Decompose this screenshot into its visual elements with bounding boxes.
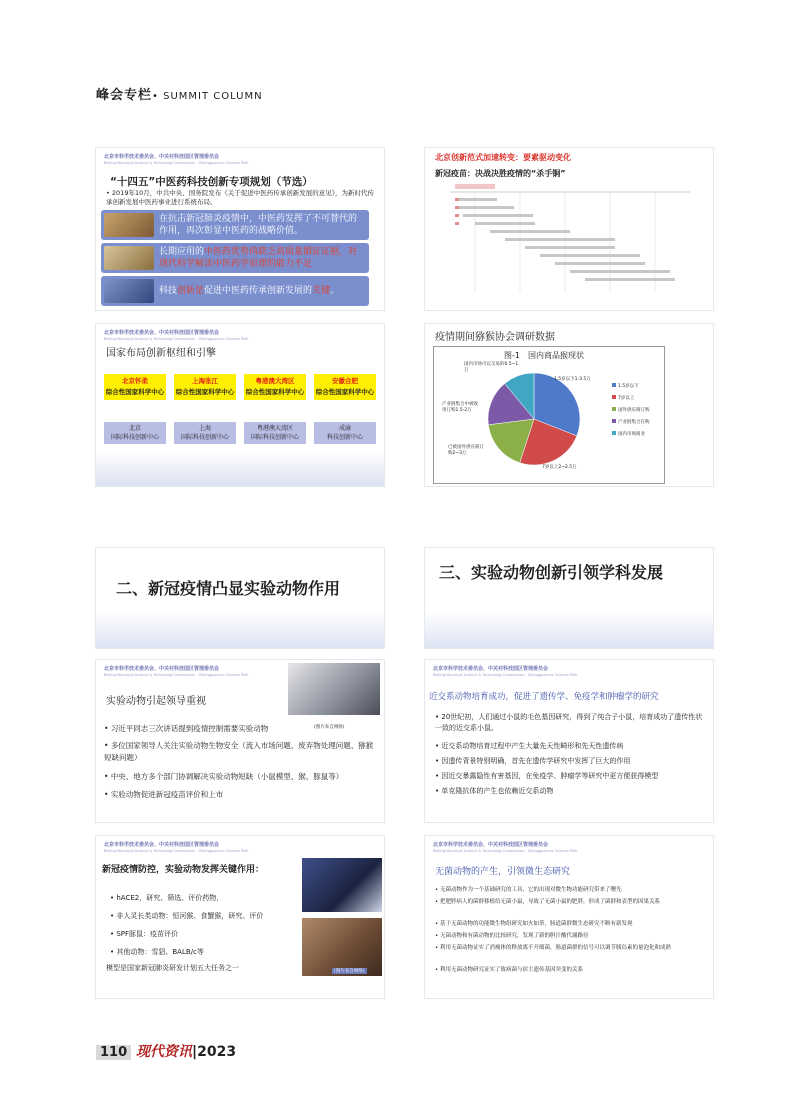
page-footer: 110 现代资讯|2023 — [96, 1041, 236, 1061]
tech-center-box: 粤港澳大湾区 国际科技创新中心 — [244, 422, 306, 444]
pie-label: 7岁以上2~2.5万 — [542, 465, 577, 470]
slide-macaque-survey — [425, 324, 713, 486]
slide-title: 实验动物引起领导重视 — [106, 696, 206, 707]
bullet-item: • 因遗传背景特别明确，首先在遗传学研究中发挥了巨大的作用 — [435, 757, 631, 765]
bullet-item: • 实验动物促进新冠疫苗评价和上市 — [104, 790, 224, 799]
bullet-item: • hACE2，研究、筛选、评价药物， — [110, 894, 224, 902]
slide-title: 新冠疫情防控，实验动物发挥关键作用： — [102, 865, 265, 875]
slide-org: 北京市科学技术委员会、中关村科技园区管理委员会 Beijing Municipal Science & Technology Commission · Zhongguancun Science Park — [104, 666, 249, 677]
pie-label: 国内市场可以交易的0.5~1万 — [464, 362, 519, 373]
chart-title: 图-1 国内商品猴现状 — [504, 351, 584, 360]
bullet-item: • 其他动物：雪貂、BALB/c等 — [110, 948, 204, 956]
lab-photo — [288, 663, 380, 715]
pie-label: 1.5岁以下1-3.5万 — [554, 377, 591, 382]
bullet-item: • 因近交暴露隐性有害基因，在免疫学、肿瘤学等研究中更方便获得模型 — [435, 772, 659, 780]
photo-caption: (图片来自网络) — [334, 969, 365, 974]
slide-title: 无菌动物的产生，引领微生态研究 — [435, 867, 571, 877]
bullet-item: • 基于无菌动物的功能微生物组研究如火如荼，肠道菌群微生态研究不断有新发现 — [435, 921, 633, 927]
slide-bullet: • 2019年10月，中共中央、国务院发布《关于促进中医药传承创新发展的意见》，为新时代传承创新发展中医药事业进行系统布局。 — [106, 189, 374, 206]
bullet-item: • 非人灵长类动物：恒河猴、食蟹猴，研究、评价 — [110, 912, 264, 920]
slide-inbred-animals — [425, 660, 713, 822]
vaccine-timeline-chart — [445, 184, 695, 294]
bullet-item: • 利用无菌动物研究证实了致病菌与宿主遗传基因突变的关系 — [435, 967, 584, 973]
tcm-image — [104, 213, 154, 237]
pie-label: 已被国外供应商订购2~3万 — [448, 445, 484, 456]
science-center-box: 北京怀柔 综合性国家科学中心 — [104, 374, 166, 400]
photo-caption: (图片来自网络) — [314, 725, 345, 730]
slide-covid-animals — [96, 836, 384, 998]
bullet-item: • 单克隆抗体的产生也依赖近交系动物 — [435, 787, 554, 795]
legend-label: 国外供应商订购 — [618, 408, 650, 413]
legend-label: 国内市场商业 — [618, 432, 645, 437]
slide-subtitle: 新冠疫苗：决战决胜疫情的“杀手锏” — [435, 169, 566, 178]
tcm-image — [104, 279, 154, 303]
mouse-photo — [302, 858, 382, 912]
slide-innovation-hubs — [96, 324, 384, 486]
info-bar-3 — [101, 276, 369, 306]
bullet-item: • 20世纪初，人们通过小鼠的毛色基因研究，得到了纯合子小鼠，培育成功了遗传性状一致的近交系小鼠。 — [435, 713, 703, 732]
slide-title: 北京创新范式加速转变：要素驱动变化 — [435, 153, 571, 162]
info-bar-2 — [101, 243, 369, 273]
slide-title: “十四五”中医药科技创新专项规划（节选） — [110, 176, 313, 188]
slide-band — [96, 612, 384, 648]
bullet-item: • 多位国家领导人关注实验动物生物安全（流入市场问题、废弃物处理问题、猕猴短缺问题） — [104, 741, 374, 762]
slide-title: 近交系动物培育成功，促进了遗传学、免疫学和肿瘤学的研究 — [429, 692, 659, 702]
legend-label: 产业链集合在购 — [618, 420, 650, 425]
science-center-box: 安徽合肥 综合性国家科学中心 — [314, 374, 376, 400]
slide-section-two — [96, 548, 384, 648]
section-title: 二、新冠疫情凸显实验动物作用 — [116, 579, 341, 598]
bullet-item: • 习近平同志三次讲话提到疫情控制需要实验动物 — [104, 724, 269, 733]
slide-band — [96, 450, 384, 486]
slide-org: 北京市科学技术委员会、中关村科技园区管理委员会 Beijing Municipal Science & Technology Commission · Zhongguancun Science Park — [433, 666, 578, 677]
legend-swatch — [612, 431, 616, 435]
summary-line: 模型是国家新冠肺炎研发计划五大任务之一 — [106, 964, 239, 972]
legend-label: 1.5岁以下 — [618, 384, 639, 389]
legend-label: 7岁以上 — [618, 396, 635, 401]
info-bar-1 — [101, 210, 369, 240]
slide-germfree-animals — [425, 836, 713, 998]
legend-item — [612, 417, 662, 429]
pie-label: 产业链集合中被收用订购1.5-2万 — [442, 402, 478, 413]
header-title: 峰会专栏 — [96, 88, 153, 103]
bullet-item: • 近交系动物培育过程中产生大量先天性畸形和先天性遗传病 — [435, 742, 624, 750]
slide-org: 北京市科学技术委员会、中关村科技园区管理委员会 Beijing Municipal Science & Technology Commission · Zhongguancun Science Park — [104, 330, 249, 341]
legend-item — [612, 381, 662, 393]
info-bar-text: 长期应用的中医药优势尚缺乏高质量循证证据，对现代科学解读中医药学原理的能力不足 — [159, 247, 358, 269]
slide-vaccine-timeline — [425, 148, 713, 310]
slide-band — [425, 612, 713, 648]
legend-swatch — [612, 395, 616, 399]
slide-section-three — [425, 548, 713, 648]
slide-leader-attention — [96, 660, 384, 822]
info-bar-text: 科技创新是促进中医药传承创新发展的关键。 — [159, 286, 340, 296]
bullet-item: • 无菌动物和有菌动物的比较研究，发现了新的胆汁酸代谢路径 — [435, 933, 589, 939]
year: 2023 — [197, 1044, 237, 1060]
magazine-name: 现代资讯 — [136, 1044, 193, 1060]
bullet-item: • 利用无菌动物证实了消瘦体的释放离不开细菌，肠道菌群的信号可以调节胰岛素的量泡化和成熟 — [435, 945, 672, 951]
slide-tcm-plan — [96, 148, 384, 310]
tech-center-box: 北京 国际科技创新中心 — [104, 422, 166, 444]
page-header — [96, 84, 263, 103]
slide-org: 北京市科学技术委员会、中关村科技园区管理委员会 Beijing Municipal Science & Technology Commission · Zhongguancun Science Park — [104, 842, 249, 853]
legend-swatch — [612, 383, 616, 387]
science-center-box: 上海张江 综合性国家科学中心 — [174, 374, 236, 400]
legend-item — [612, 405, 662, 417]
legend-item — [612, 393, 662, 405]
info-bar-text: 在抗击新冠肺炎疫情中，中医药发挥了不可替代的作用，再次彰显中医药的战略价值。 — [159, 214, 358, 236]
page-number: 110 — [96, 1045, 131, 1060]
slide-org: 北京市科学技术委员会、中关村科技园区管理委员会 Beijing Municipal Science & Technology Commission · Zhongguancun Science Park — [104, 154, 249, 165]
legend-swatch — [612, 407, 616, 411]
bullet-item: • 把肥胖病人的菌群移植给无菌小鼠，导致了无菌小鼠的肥胖，形成了菌群和表型的因果关系 — [435, 899, 661, 905]
science-center-box: 粤港澳大湾区 综合性国家科学中心 — [244, 374, 306, 400]
header-column: • SUMMIT COLUMN — [152, 91, 263, 102]
slide-org: 北京市科学技术委员会、中关村科技园区管理委员会 Beijing Municipal Science & Technology Commission · Zhongguancun Science Park — [433, 842, 578, 853]
bullet-item: • 无菌动物作为一个基础研究的工具，它的出现对微生物功能研究带来了曙光 — [435, 887, 622, 893]
bullet-item: • SPF豚鼠：疫苗评价 — [110, 930, 179, 938]
legend-swatch — [612, 419, 616, 423]
section-title: 三、实验动物创新引领学科发展 — [439, 563, 664, 582]
bullet-item: • 中央、地方多个部门协调解决实验动物短缺（小鼠模型、猴、豚鼠等） — [104, 772, 344, 781]
tcm-image — [104, 246, 154, 270]
tech-center-box: 上海 国际科技创新中心 — [174, 422, 236, 444]
legend-item — [612, 429, 662, 441]
chart-frame — [433, 346, 665, 484]
slide-title: 国家布局创新枢纽和引擎 — [106, 348, 216, 359]
tech-center-box: 成渝 科技创新中心 — [314, 422, 376, 444]
slide-title: 疫情期间猕猴协会调研数据 — [435, 332, 555, 343]
chart-legend — [612, 381, 662, 441]
